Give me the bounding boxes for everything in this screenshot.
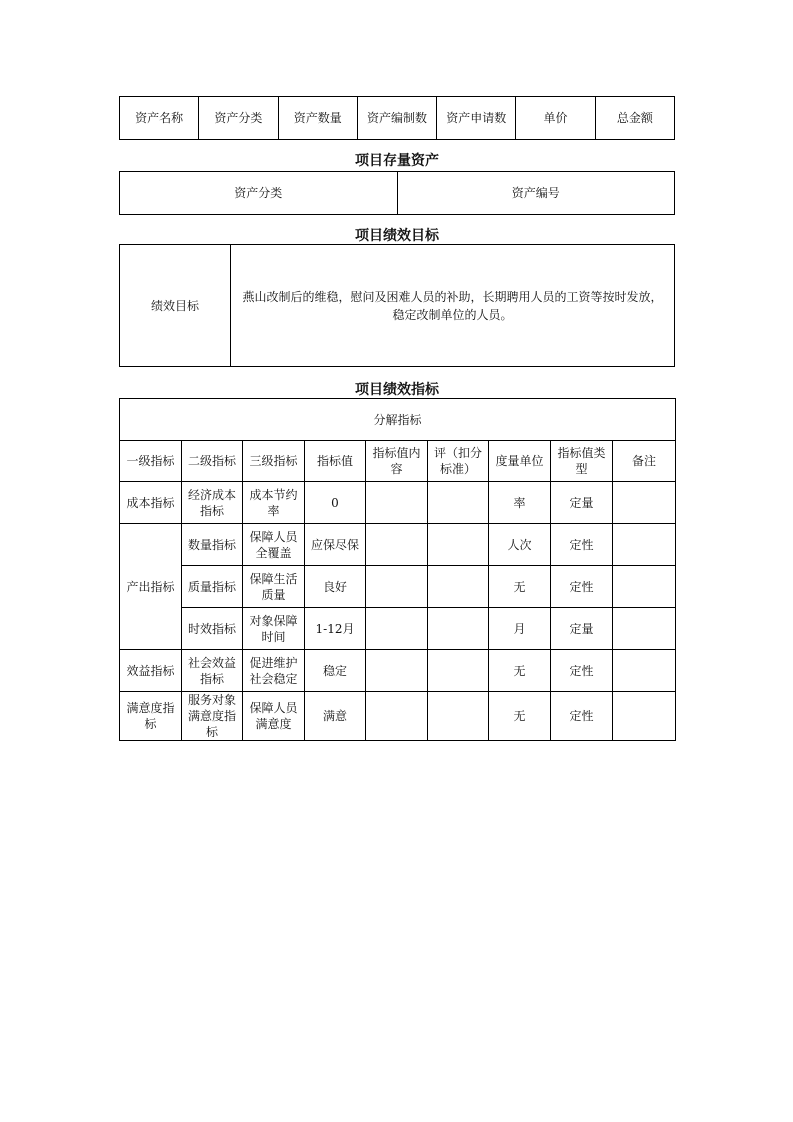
header-cell: 资产分类 [120,172,398,215]
column-header: 指标值内容 [366,441,428,482]
unit-cell: 无 [489,650,551,692]
level2-cell: 质量指标 [182,566,243,608]
remark-cell [613,524,676,566]
level3-cell: 促进维护社会稳定 [243,650,305,692]
scoring-cell [428,650,489,692]
level3-cell: 保障人员满意度 [243,692,305,741]
value-cell: 0 [305,482,366,524]
content-cell [366,692,428,741]
table-row [120,566,676,608]
value-cell: 稳定 [305,650,366,692]
header-cell: 资产编制数 [357,97,436,140]
scoring-cell [428,608,489,650]
column-header-row [120,441,676,482]
stock-header-row [120,172,675,215]
remark-cell [613,692,676,741]
level3-cell: 对象保障时间 [243,608,305,650]
level1-cell: 满意度指标 [120,692,182,741]
performance-goal-table [119,244,675,367]
content-cell [366,650,428,692]
scoring-cell [428,482,489,524]
level2-cell: 时效指标 [182,608,243,650]
table-row [120,608,676,650]
column-header: 指标值 [305,441,366,482]
value-cell: 1-12月 [305,608,366,650]
assets-header-row [120,97,675,140]
table-row [120,650,676,692]
level1-cell: 成本指标 [120,482,182,524]
performance-goal-title: 项目绩效目标 [355,228,439,244]
level3-cell: 成本节约率 [243,482,305,524]
table-row [120,482,676,524]
content-cell [366,566,428,608]
header-cell: 资产数量 [278,97,357,140]
level3-cell: 保障人员全覆盖 [243,524,305,566]
stock-assets-title: 项目存量资产 [355,153,439,169]
table-row [120,692,676,741]
column-header: 评（扣分标准） [428,441,489,482]
level3-cell: 保障生活质量 [243,566,305,608]
scoring-cell [428,566,489,608]
header-cell: 资产申请数 [437,97,516,140]
value-cell: 良好 [305,566,366,608]
level1-cell: 效益指标 [120,650,182,692]
column-header: 三级指标 [243,441,305,482]
unit-cell: 无 [489,566,551,608]
remark-cell [613,566,676,608]
goal-row [120,245,675,367]
header-cell: 资产名称 [120,97,199,140]
goal-label: 绩效目标 [120,245,231,367]
unit-cell: 无 [489,692,551,741]
header-cell: 资产编号 [397,172,675,215]
remark-cell [613,608,676,650]
scoring-cell [428,692,489,741]
section-header: 分解指标 [120,399,676,441]
content-cell [366,482,428,524]
content-cell [366,608,428,650]
remark-cell [613,482,676,524]
column-header: 一级指标 [120,441,182,482]
type-cell: 定性 [551,650,613,692]
column-header: 备注 [613,441,676,482]
scoring-cell [428,524,489,566]
performance-indicators-table [119,398,676,741]
section-header-row [120,399,676,441]
goal-text: 燕山改制后的维稳，慰问及困难人员的补助，长期聘用人员的工资等按时发放，稳定改制单位的人员。 [231,245,675,367]
header-cell: 单价 [516,97,595,140]
remark-cell [613,650,676,692]
content-cell [366,524,428,566]
level2-cell: 服务对象满意度指标 [182,692,243,741]
column-header: 二级指标 [182,441,243,482]
performance-indicators-title: 项目绩效指标 [355,382,439,398]
unit-cell: 率 [489,482,551,524]
table-row [120,524,676,566]
type-cell: 定性 [551,566,613,608]
header-cell: 资产分类 [199,97,278,140]
level2-cell: 数量指标 [182,524,243,566]
type-cell: 定量 [551,608,613,650]
type-cell: 定性 [551,692,613,741]
column-header: 指标值类型 [551,441,613,482]
type-cell: 定量 [551,482,613,524]
type-cell: 定性 [551,524,613,566]
value-cell: 满意 [305,692,366,741]
stock-assets-table [119,171,675,215]
header-cell: 总金额 [595,97,674,140]
level2-cell: 经济成本指标 [182,482,243,524]
assets-table [119,96,675,140]
column-header: 度量单位 [489,441,551,482]
unit-cell: 月 [489,608,551,650]
level1-cell: 产出指标 [120,524,182,650]
value-cell: 应保尽保 [305,524,366,566]
level2-cell: 社会效益指标 [182,650,243,692]
unit-cell: 人次 [489,524,551,566]
